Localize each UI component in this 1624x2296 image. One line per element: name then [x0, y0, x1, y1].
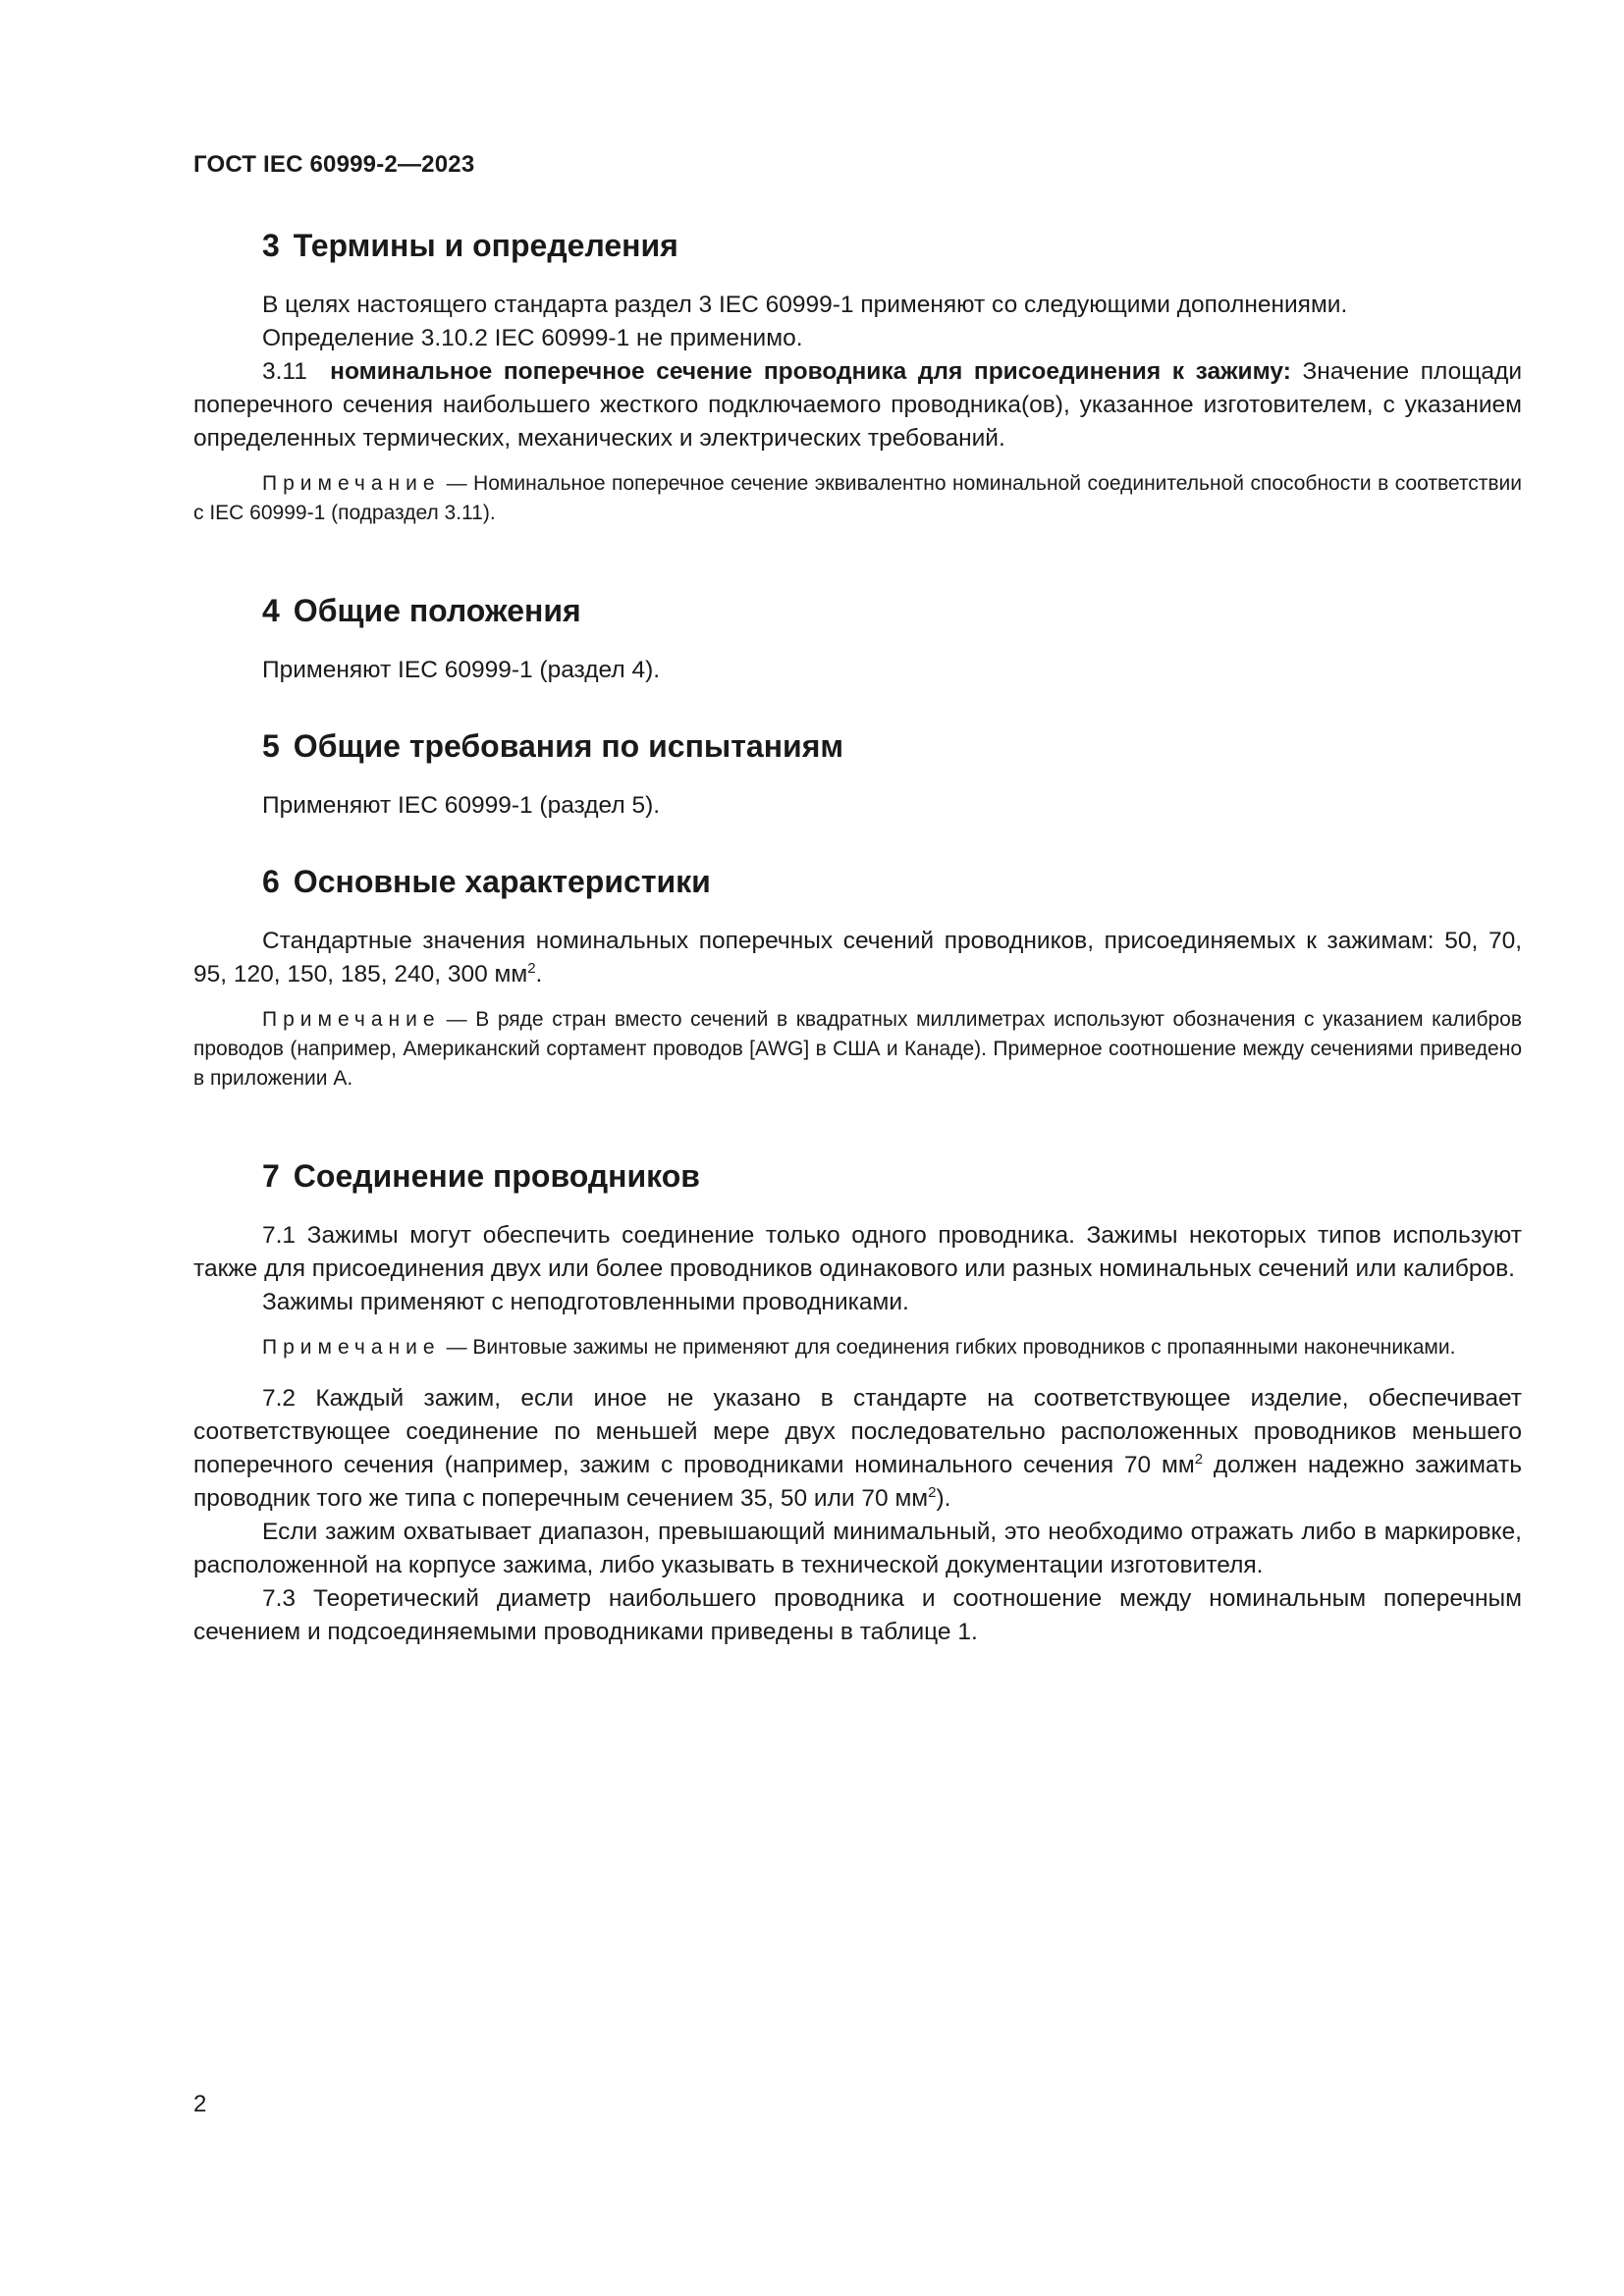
paragraph	[193, 1382, 1522, 1516]
note-text: — Номинальное поперечное сечение эквивалентно номинальной соединительной способности в соответствии с IEC 60999-1 (подраздел 3.11).	[193, 472, 1522, 524]
superscript: 2	[928, 1483, 937, 1501]
note	[193, 1005, 1522, 1094]
section-7-heading	[193, 1154, 1522, 1198]
note-text: — Винтовые зажимы не применяют для соединения гибких проводников с пропаянными наконечниками.	[446, 1336, 1456, 1359]
paragraph: 7.1 Зажимы могут обеспечить соединение только одного проводника. Зажимы некоторых типов используют также для присоединения двух или более проводников одинакового или разных номинальных сечений или калибров.	[193, 1222, 1522, 1282]
paragraph-text: ).	[936, 1485, 951, 1512]
section-6-heading	[193, 860, 1522, 903]
paragraph: В целях настоящего стандарта раздел 3 IEC 60999-1 применяют со следующими дополнениями.	[262, 292, 1348, 318]
note	[193, 469, 1522, 528]
section-number: 5	[262, 728, 280, 764]
paragraph	[193, 925, 1522, 991]
note	[193, 1333, 1522, 1362]
note-label: Примечание	[262, 472, 441, 495]
note-label: Примечание	[262, 1336, 441, 1359]
paragraph: Определение 3.10.2 IEC 60999-1 не применимо.	[262, 325, 803, 351]
definition-paragraph	[193, 355, 1522, 455]
section-4-heading	[193, 589, 1522, 632]
section-title: Соединение проводников	[293, 1158, 700, 1194]
paragraph-text: Стандартные значения номинальных поперечных сечений проводников, присоединяемых к зажимам: 50, 70, 95, 120, 150, 185, 240, 300 мм	[193, 928, 1522, 988]
section-title: Общие положения	[293, 593, 581, 628]
paragraph: Применяют IEC 60999-1 (раздел 5).	[262, 792, 661, 819]
paragraph-text: 7.2 Каждый зажим, если иное не указано в стандарте на соответствующее изделие, обеспечивает соответствующее соединение по меньшей мере двух последовательно расположенных проводников меньшего поперечного сечения (например, зажим с проводниками номинального сечения 70 мм	[193, 1385, 1522, 1478]
section-number: 6	[262, 864, 280, 899]
page-number: 2	[193, 2091, 207, 2117]
note-text: — В ряде стран вместо сечений в квадратных миллиметрах используют обозначения с указанием калибров проводов (например, Американский сортамент проводов [AWG] в США и Канаде). Примерное соотношение между сечениями приведено в приложении А.	[193, 1008, 1522, 1090]
paragraph: Применяют IEC 60999-1 (раздел 4).	[262, 657, 661, 683]
superscript: 2	[527, 959, 536, 977]
definition-number: 3.11	[262, 358, 307, 385]
section-number: 4	[262, 593, 280, 628]
definition-text: Значение площади поперечного сечения наибольшего жесткого подключаемого проводника(ов), указанное изготовителем, с указанием определенных термических, механических и электрических требований.	[193, 358, 1523, 452]
paragraph: 7.3 Теоретический диаметр наибольшего проводника и соотношение между номинальным поперечным сечением и подсоединяемыми проводниками приведены в таблице 1.	[193, 1585, 1522, 1645]
page-content	[193, 224, 1522, 1649]
section-title: Общие требования по испытаниям	[293, 728, 844, 764]
section-5-heading	[193, 724, 1522, 768]
paragraph-text: .	[535, 961, 543, 988]
section-3-heading	[193, 224, 1522, 267]
paragraph: Зажимы применяют с неподготовленными проводниками.	[262, 1289, 909, 1315]
section-title: Термины и определения	[293, 228, 678, 263]
section-number: 3	[262, 228, 280, 263]
superscript: 2	[1194, 1450, 1204, 1468]
document-header: ГОСТ IEC 60999-2—2023	[193, 151, 475, 178]
definition-term: номинальное поперечное сечение проводника для присоединения к зажиму:	[330, 358, 1291, 385]
paragraph: Если зажим охватывает диапазон, превышающий минимальный, это необходимо отражать либо в маркировке, расположенной на корпусе зажима, либо указывать в технической документации изготовителя.	[193, 1519, 1522, 1578]
note-label: Примечание	[262, 1008, 441, 1031]
section-title: Основные характеристики	[293, 864, 711, 899]
paragraph-text: должен надежно зажимать проводник того же типа с поперечным сечением 35, 50 или 70 мм	[193, 1452, 1522, 1512]
section-number: 7	[262, 1158, 280, 1194]
